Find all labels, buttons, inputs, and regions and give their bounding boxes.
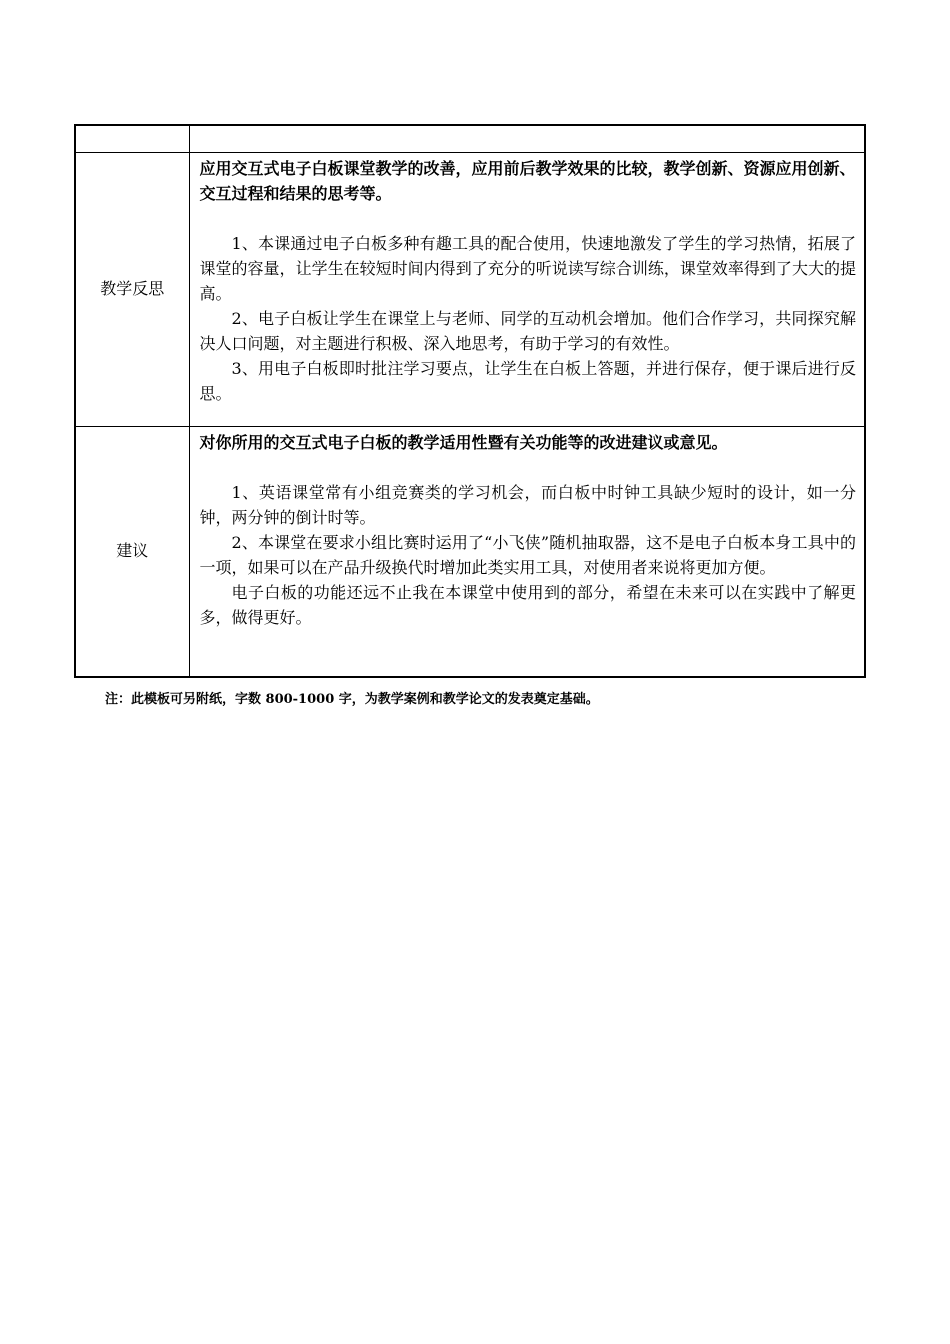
footer-note: 注：此模板可另附纸，字数 800-1000 字，为教学案例和教学论文的发表奠定基础。 [105,692,599,707]
suggestion-paragraph-3: 电子白板的功能还远不止我在本课堂中使用到的部分，希望在未来可以在实践中了解更多，做得更好。 [199,582,856,627]
suggestion-paragraph-2: 2、本课堂在要求小组比赛时运用了“小飞侠”随机抽取器，这不是电子白板本身工具中的一项，如果可以在产品升级换代时增加此类实用工具，对使用者来说将更加方便。 [199,532,856,577]
suggestion-row [75,426,865,677]
suggestion-label: 建议 [75,426,189,677]
empty-content-cell [189,125,865,152]
suggestion-content [189,426,865,677]
empty-label-cell [75,125,189,152]
reflection-prompt: 应用交互式电子白板课堂教学的改善，应用前后教学效果的比较，教学创新、资源应用创新、交互过程和结果的思考等。 [199,158,856,203]
reflection-paragraph-3: 3、用电子白板即时批注学习要点，让学生在白板上答题，并进行保存，便于课后进行反思。 [199,358,856,403]
reflection-paragraph-2: 2、电子白板让学生在课堂上与老师、同学的互动机会增加。他们合作学习，共同探究解决人口问题，对主题进行积极、深入地思考，有助于学习的有效性。 [199,308,856,353]
form-table [74,124,866,678]
reflection-paragraph-1: 1、本课通过电子白板多种有趣工具的配合使用，快速地激发了学生的学习热情，拓展了课堂的容量，让学生在较短时间内得到了充分的听说读写综合训练，课堂效率得到了大大的提高。 [199,233,856,303]
suggestion-paragraph-1: 1、英语课堂常有小组竞赛类的学习机会，而白板中时钟工具缺少短时的设计，如一分钟，两分钟的倒计时等。 [199,482,856,527]
suggestion-prompt: 对你所用的交互式电子白板的教学适用性暨有关功能等的改进建议或意见。 [199,432,728,452]
reflection-content [189,152,865,426]
reflection-label: 教学反思 [75,152,189,426]
reflection-row [75,152,865,426]
empty-row [75,125,865,152]
